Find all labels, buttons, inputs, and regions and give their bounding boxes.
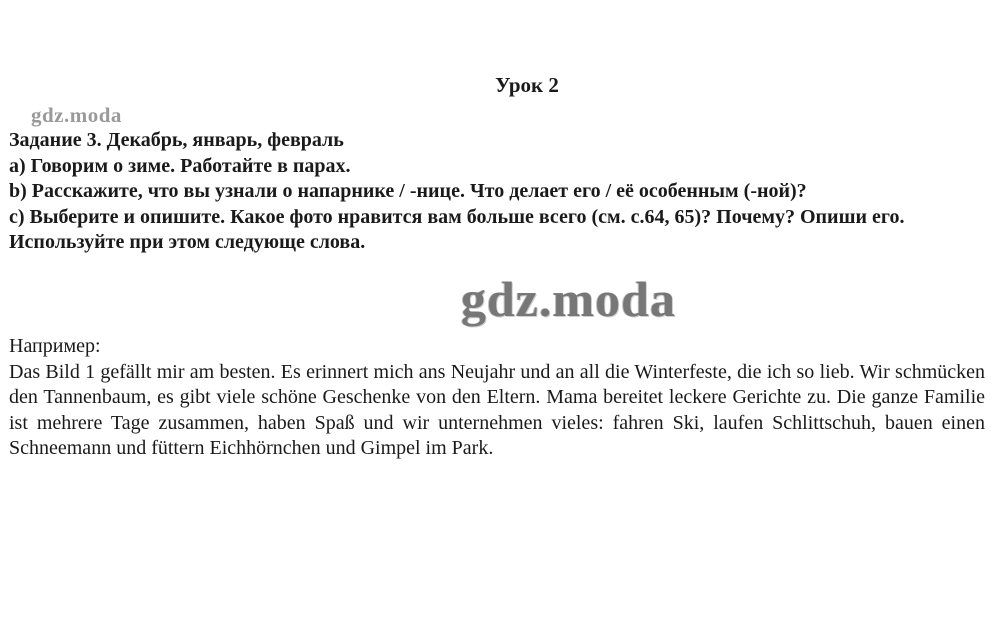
example-label: Например: xyxy=(9,335,101,357)
watermark-small: gdz.moda xyxy=(31,103,122,127)
example-text: Das Bild 1 gefällt mir am besten. Es erinnert mich ans Neujahr und an all die Winterfeste, die ich so lieb. Wir schmücken den Tannenbaum, es gibt viele schöne Geschenke von den Eltern. Mama bereitet leckere Gerichte zu. Die ganze Familie ist mehrere Tage zusammen, haben Spaß und wir unternehmen vieles: fahren Ski, laufen Schlittschuh, bauen einen Schneemann und füttern Eichhörnchen und Gimpel im Park. xyxy=(9,360,985,459)
example-block xyxy=(9,334,985,462)
watermark-large: gdz.moda xyxy=(461,271,676,327)
task-block xyxy=(9,128,985,256)
lesson-heading: Урок 2 xyxy=(495,73,559,97)
task-item-c: c) Выберите и опишите. Какое фото нравится вам больше всего (см. с.64, 65)? Почему? Опиши его. xyxy=(9,205,905,228)
task-title: Задание 3. Декабрь, январь, февраль xyxy=(9,129,344,151)
task-use-words: Используйте при этом следующе слова. xyxy=(9,231,366,253)
document-page xyxy=(9,0,987,626)
task-item-a: a) Говорим о зиме. Работайте в парах. xyxy=(9,154,351,177)
task-item-b: b) Расскажите, что вы узнали о напарнике / -нице. Что делает его / её особенным (-ной)? xyxy=(9,180,807,202)
